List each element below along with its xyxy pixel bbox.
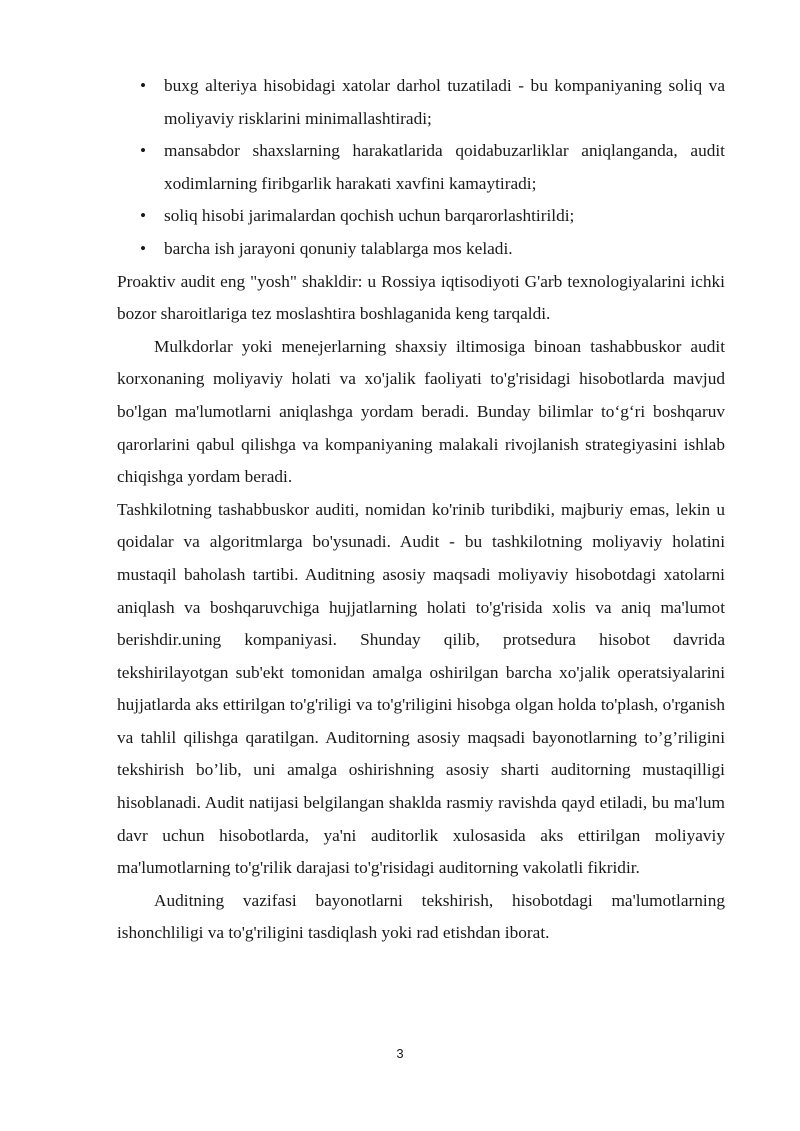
list-item (117, 70, 725, 135)
list-item-text: barcha ish jarayoni qonuniy talablarga mos keladi. (164, 238, 513, 258)
bullet-icon: • (140, 238, 147, 258)
list-item-text: mansabdor shaxslarning harakatlarida qoidabuzarliklar aniqlanganda, audit xodimlarning firibgarlik harakati xavfini kamaytiradi; (164, 141, 725, 193)
document-body (117, 70, 725, 950)
list-item (117, 135, 725, 200)
page-number: 3 (396, 1046, 404, 1061)
paragraph-audit-task: Auditning vazifasi bayonotlarni tekshirish, hisobotdagi ma'lumotlarning ishonchliligi va to'g'riligini tasdiqlash yoki rad etishdan iborat. (117, 890, 725, 943)
list-item-text: buxg alteriya hisobidagi xatolar darhol tuzatiladi - bu kompaniyaning soliq va moliyaviy risklarini minimallashtiradi; (164, 76, 725, 128)
bullet-icon: • (140, 141, 147, 161)
bullet-icon: • (140, 206, 147, 226)
list-item (117, 200, 725, 233)
bullet-icon: • (140, 76, 147, 95)
paragraph-audit-definition: Tashkilotning tashabbuskor auditi, nomidan ko'rinib turibdiki, majburiy emas, lekin u qoidalar va algoritmlarga bo'ysunadi. Audit - bu tashkilotning moliyaviy holatini mustaqil baholash tartibi. Auditning asosiy maqsadi moliyaviy hisobotdagi xatolarni aniqlash va boshqaruvchiga hujjatlarning holati to'g'risida xolis va aniq ma'lumot berishdir.uning kompaniyasi. Shunday qilib, protsedura hisobot davrida tekshirilayotgan sub'ekt tomonidan amalga oshirilgan barcha xo'jalik operatsiyalarini hujjatlarda aks ettirilgan to'g'riligi va to'g'riligini hisobga olgan holda to'plash, o'rganish va tahlil qilishga qaratilgan. Auditorning asosiy maqsadi bayonotlarning to’g’riligini tekshirish bo’lib, uni amalga oshirishning asosiy sharti auditorning mustaqilligi hisoblanadi. Audit natijasi belgilangan shaklda rasmiy ravishda qayd etiladi, bu ma'lum davr uchun hisobotlarda, ya'ni auditorlik xulosasida aks ettirilgan moliyaviy ma'lumotlarning to'g'rilik darajasi to'g'risidagi auditorning vakolatli fikridir. (117, 499, 725, 878)
bullet-list (117, 70, 725, 266)
list-item-text: soliq hisobi jarimalardan qochish uchun barqarorlashtirildi; (164, 206, 575, 226)
paragraph-proactive-audit: Proaktiv audit eng "yosh" shakldir: u Rossiya iqtisodiyoti G'arb texnologiyalarini ichki bozor sharoitlariga tez moslashtira boshlaganida keng tarqaldi. (117, 271, 725, 324)
list-item (117, 233, 725, 266)
paragraph-initiative-audit: Mulkdorlar yoki menejerlarning shaxsiy iltimosiga binoan tashabbuskor audit korxonaning moliyaviy holati va xo'jalik faoliyati to'g'risidagi hisobotlarda mavjud bo'lgan ma'lumotlarni aniqlashga yordam beradi. Bunday bilimlar to‘g‘ri boshqaruv qarorlarini qabul qilishga va kompaniyaning malakali rivojlanish strategiyasini ishlab chiqishga yordam beradi. (117, 336, 725, 487)
